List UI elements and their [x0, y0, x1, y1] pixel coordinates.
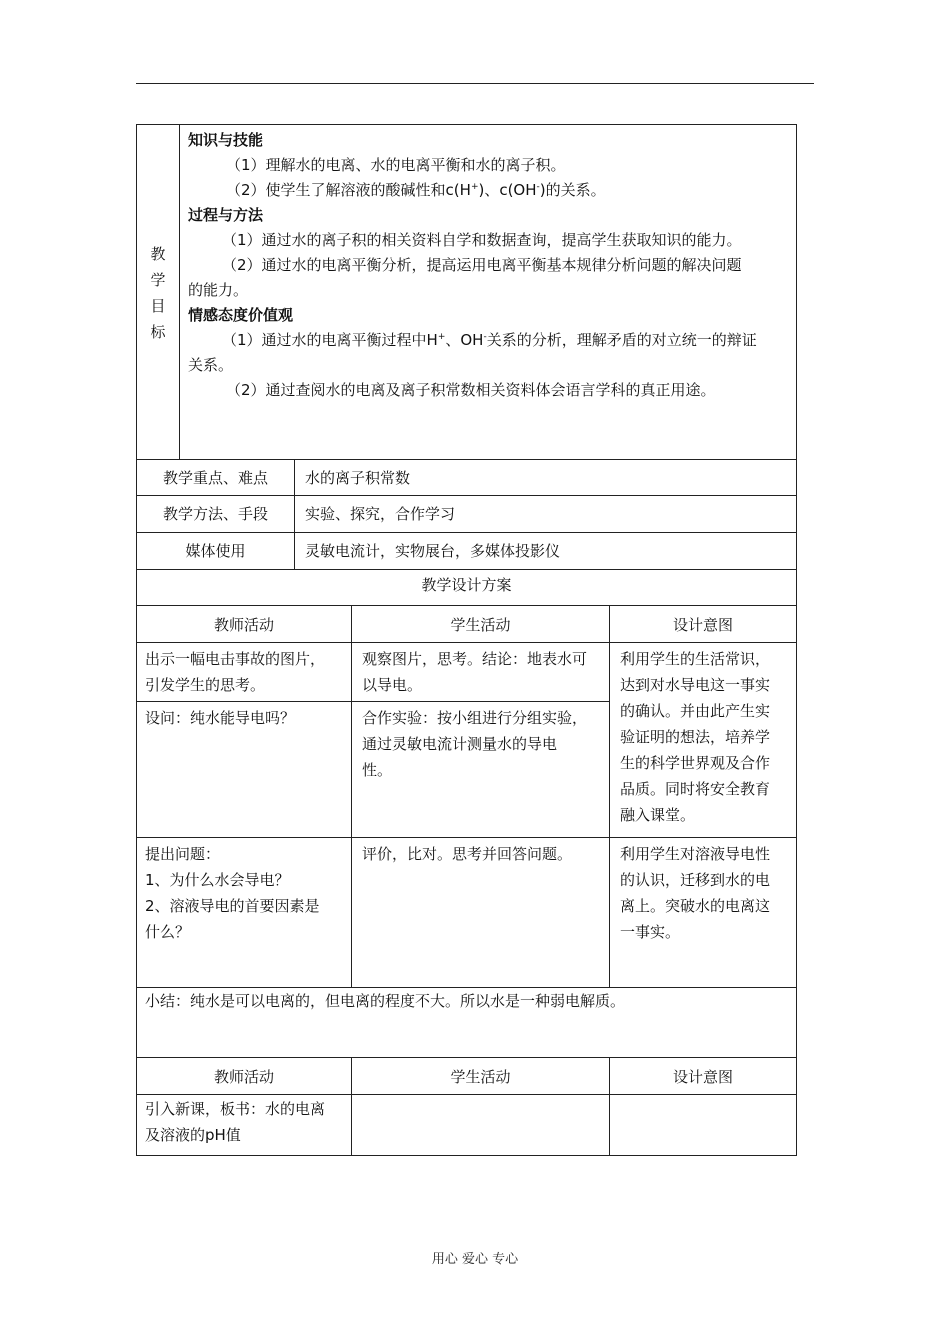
objective-text: （1）通过水的电离平衡过程中H+、OH-关系的分析，理解矛盾的对立统一的辩证 — [222, 331, 757, 349]
info-value-method: 实验、探究，合作学习 — [294, 495, 797, 533]
header-rule — [136, 83, 814, 84]
objective-text: （1）理解水的电离、水的电离平衡和水的离子积。 — [226, 156, 566, 174]
objectives-label-cell — [136, 124, 180, 460]
objective-text: （2）通过水的电离平衡分析，提高运用电离平衡基本规律分析问题的解决问题 — [222, 256, 742, 274]
info-value-media: 灵敏电流计，实物展台，多媒体投影仪 — [294, 532, 797, 570]
design-plan-title: 教学设计方案 — [136, 569, 797, 606]
objective-text: （2）使学生了解溶液的酸碱性和c(H+)、c(OH-)的关系。 — [226, 181, 606, 199]
student-activity-cell — [351, 1094, 610, 1156]
teacher-activity-cell: 提出问题： 1、为什么水会导电？ 2、溶液导电的首要因素是 什么？ — [136, 837, 352, 988]
student-activity-cell: 观察图片，思考。结论：地表水可 以导电。 — [351, 642, 610, 702]
summary-cell — [136, 987, 797, 1058]
section-title-attitude: 情感态度价值观 — [188, 306, 294, 324]
student-activity-cell: 评价，比对。思考并回答问题。 — [351, 837, 610, 988]
col-header-teacher: 教师活动 — [136, 1057, 352, 1095]
summary-text: 小结：纯水是可以电离的，但电离的程度不大。所以水是一种弱电解质。 — [145, 992, 626, 1010]
info-value-focus: 水的离子积常数 — [294, 459, 797, 496]
col-header-intent: 设计意图 — [609, 605, 797, 643]
col-header-intent: 设计意图 — [609, 1057, 797, 1095]
teacher-activity-cell: 引入新课，板书：水的电离 及溶液的pH值 — [136, 1094, 352, 1156]
info-label-media: 媒体使用 — [136, 532, 295, 570]
student-activity-cell: 合作实验：按小组进行分组实验， 通过灵敏电流计测量水的导电 性。 — [351, 701, 610, 838]
design-intent-cell — [609, 1094, 797, 1156]
info-label-method: 教学方法、手段 — [136, 495, 295, 533]
objective-text: （1）通过水的离子积的相关资料自学和数据查询，提高学生获取知识的能力。 — [222, 231, 742, 249]
design-intent-cell: 利用学生对溶液导电性 的认识，迁移到水的电 离上。突破水的电离这 一事实。 — [609, 837, 797, 988]
page-footer: 用心 爱心 专心 — [431, 1252, 519, 1267]
section-title-process: 过程与方法 — [188, 206, 264, 224]
section-title-knowledge: 知识与技能 — [188, 131, 264, 149]
col-header-teacher: 教师活动 — [136, 605, 352, 643]
teacher-activity-cell: 设问：纯水能导电吗？ — [136, 701, 352, 838]
objective-text: （2）通过查阅水的电离及离子积常数相关资料体会语言学科的真正用途。 — [226, 381, 716, 399]
objective-text: 关系。 — [188, 356, 234, 374]
col-header-student: 学生活动 — [351, 1057, 610, 1095]
info-label-focus: 教学重点、难点 — [136, 459, 295, 496]
objective-text: 的能力。 — [188, 281, 249, 299]
teacher-activity-cell: 出示一幅电击事故的图片， 引发学生的思考。 — [136, 642, 352, 702]
objectives-label: 教 学 目 标 — [150, 245, 166, 341]
col-header-student: 学生活动 — [351, 605, 610, 643]
objectives-content-cell — [179, 124, 797, 460]
design-intent-cell: 利用学生的生活常识， 达到对水导电这一事实 的确认。并由此产生实 验证明的想法，培养学 生的科学世界观及合作 品质。同时将安全教育 融入课堂。 — [609, 642, 797, 838]
